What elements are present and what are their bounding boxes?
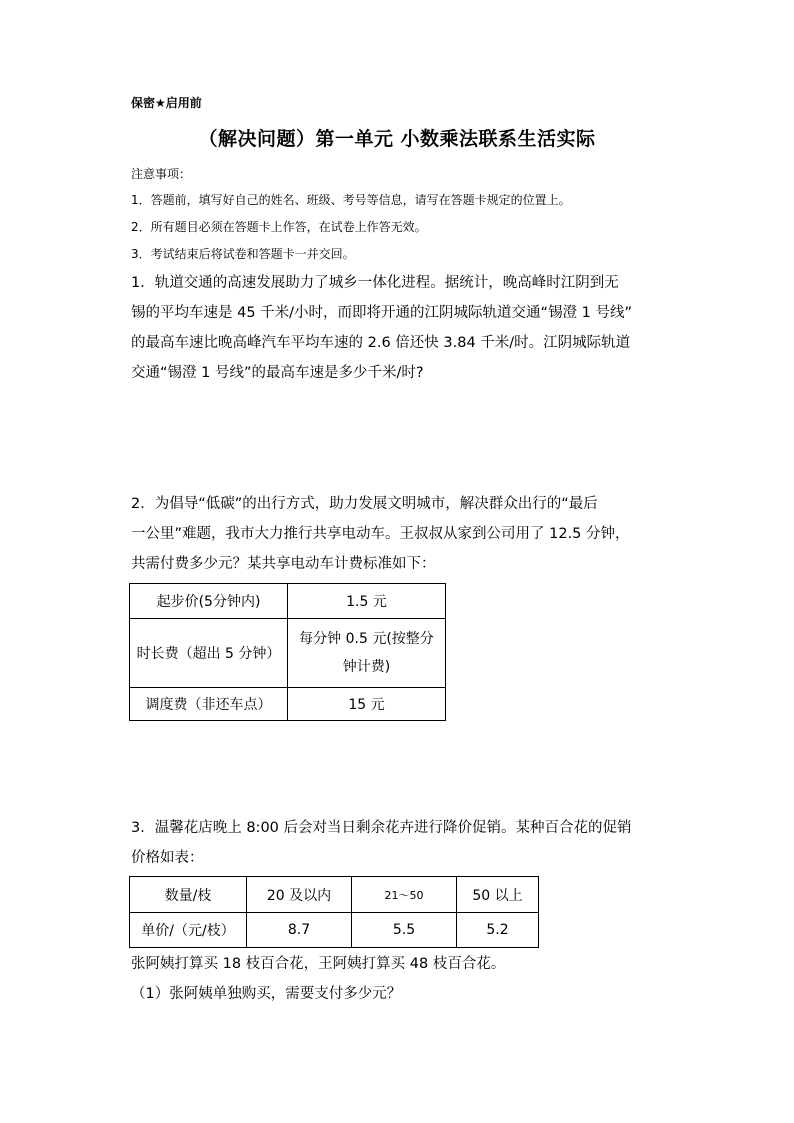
table-cell: 5.2 <box>457 913 539 948</box>
question-3-followup <box>131 949 681 1009</box>
table-row <box>130 619 446 688</box>
table-cell: 单价/（元/枝） <box>130 913 247 948</box>
question-1 <box>131 268 681 388</box>
table-row <box>130 688 446 721</box>
table-header-cell: 50 以上 <box>457 877 539 913</box>
table-cell: 时长费（超出 5 分钟） <box>130 619 288 688</box>
table-cell: 5.5 <box>352 913 457 948</box>
table-cell: 起步价(5分钟内) <box>130 584 288 619</box>
table-row <box>130 877 539 913</box>
question-3 <box>131 813 681 873</box>
table-cell <box>288 619 446 688</box>
question-3-subquestion-1: （1）张阿姨单独购买，需要支付多少元？ <box>131 986 402 1002</box>
question-2-line: 共需付费多少元？某共享电动车计费标准如下： <box>131 556 436 572</box>
table-header-cell: 21～50 <box>352 877 457 913</box>
table-header-cell: 数量/枝 <box>130 877 247 913</box>
question-2 <box>131 489 681 579</box>
table-row <box>130 584 446 619</box>
question-1-line: 锡的平均车速是 45 千米/小时，而即将开通的江阴城际轨道交通“锡澄 1 号线” <box>131 305 633 321</box>
question-2-line: 2．为倡导“低碳”的出行方式，助力发展文明城市，解决群众出行的“最后 <box>131 496 598 512</box>
note-item: 3．考试结束后将试卷和答题卡一并交回。 <box>131 247 355 261</box>
page-title: （解决问题）第一单元 小数乘法联系生活实际 <box>198 128 596 150</box>
table-header-cell: 20 及以内 <box>247 877 352 913</box>
pricing-table <box>129 583 446 721</box>
question-2-line: 一公里”难题，我市大力推行共享电动车。王叔叔从家到公司用了 12.5 分钟， <box>131 526 630 542</box>
table-cell: 调度费（非还车点） <box>130 688 288 721</box>
question-3-line: 价格如表： <box>131 850 204 866</box>
question-1-line: 1．轨道交通的高速发展助力了城乡一体化进程。据统计，晚高峰时江阴到无 <box>131 275 619 291</box>
notes-heading: 注意事项： <box>131 167 192 181</box>
cell-line: 钟计费) <box>342 659 391 675</box>
table-cell: 8.7 <box>247 913 352 948</box>
cell-line: 每分钟 0.5 元(按整分 <box>299 631 434 647</box>
question-3-line: 张阿姨打算买 18 枝百合花，王阿姨打算买 48 枝百合花。 <box>131 956 506 972</box>
table-cell: 1.5 元 <box>288 584 446 619</box>
price-table <box>129 876 539 948</box>
question-1-line: 的最高车速比晚高峰汽车平均车速的 2.6 倍还快 3.84 千米/时。江阴城际轨道 <box>131 335 631 351</box>
note-item: 2．所有题目必须在答题卡上作答，在试卷上作答无效。 <box>131 220 427 234</box>
table-row <box>130 913 539 948</box>
question-3-line: 3．温馨花店晚上 8:00 后会对当日剩余花卉进行降价促销。某种百合花的促销 <box>131 820 632 836</box>
confidential-label: 保密★启用前 <box>131 96 202 110</box>
question-1-line: 交通“锡澄 1 号线”的最高车速是多少千米/时? <box>131 365 424 381</box>
table-cell: 15 元 <box>288 688 446 721</box>
note-item: 1．答题前，填写好自己的姓名、班级、考号等信息，请写在答题卡规定的位置上。 <box>131 193 571 207</box>
